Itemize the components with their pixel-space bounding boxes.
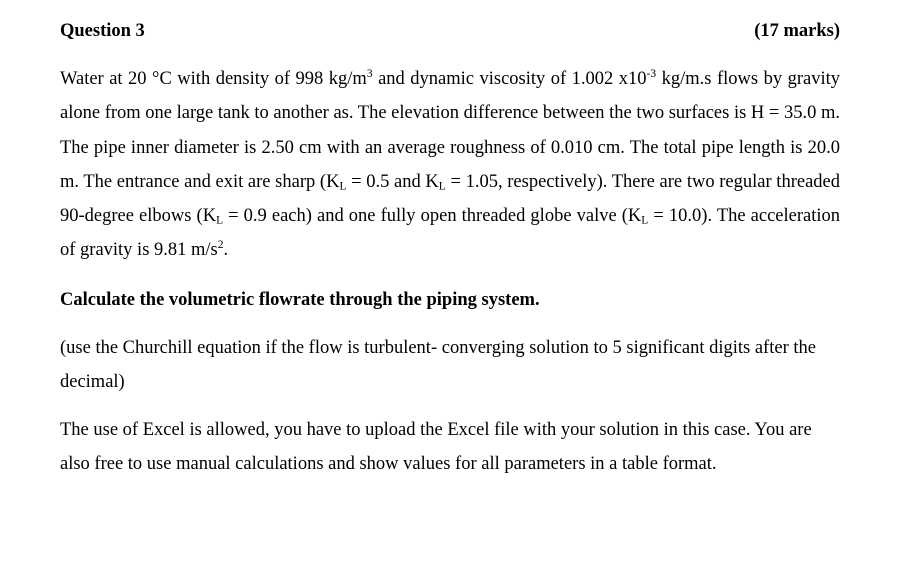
density-exponent: 3 (366, 68, 373, 81)
problem-statement (60, 62, 840, 268)
hint-text: (use the Churchill equation if the flow is turbulent- converging solution to 5 significant digits after the decimal) (60, 338, 816, 393)
gravity-exponent: 2 (217, 239, 224, 252)
question-marks: (17 marks) (754, 21, 840, 41)
kl-subscript: L (641, 214, 649, 227)
task-statement: Calculate the volumetric flowrate through the piping system. (60, 290, 540, 310)
excel-note: The use of Excel is allowed, you have to upload the Excel file with your solution in this case. You are also free to use manual calculations and show values for all parameters in a table format. (60, 420, 812, 475)
problem-text-7: = 10.0). The acceleration of gravity is 9.81 m/s (60, 206, 841, 261)
kl-subscript: L (339, 180, 347, 193)
problem-text-8: . (223, 240, 229, 261)
problem-text-1: Water at 20 °C with density of 998 kg/m (60, 69, 367, 89)
kl-subscript: L (216, 214, 224, 227)
question-header (60, 21, 840, 45)
kl-subscript: L (438, 180, 446, 193)
problem-text-5: = 1.05, respectively). There are two regular threaded 90-degree elbows (K (60, 171, 840, 227)
problem-text-6: = 0.9 each) and one fully open threaded globe valve (K (223, 206, 642, 227)
problem-text-4: = 0.5 and K (346, 171, 439, 192)
question-title: Question 3 (60, 21, 145, 41)
viscosity-exponent: -3 (646, 68, 657, 81)
problem-text-2: and dynamic viscosity of 1.002 x10 (372, 69, 647, 89)
problem-text-3: kg/m.s flows by gravity alone from one large tank to another as. The elevation difference between the two surfaces is H = 35.0 m. The pipe inner diameter is 2.50 cm with an average roughness of 0.010 cm. The total pipe length is 20.0 m. The entrance and exit are sharp (K (60, 69, 840, 192)
